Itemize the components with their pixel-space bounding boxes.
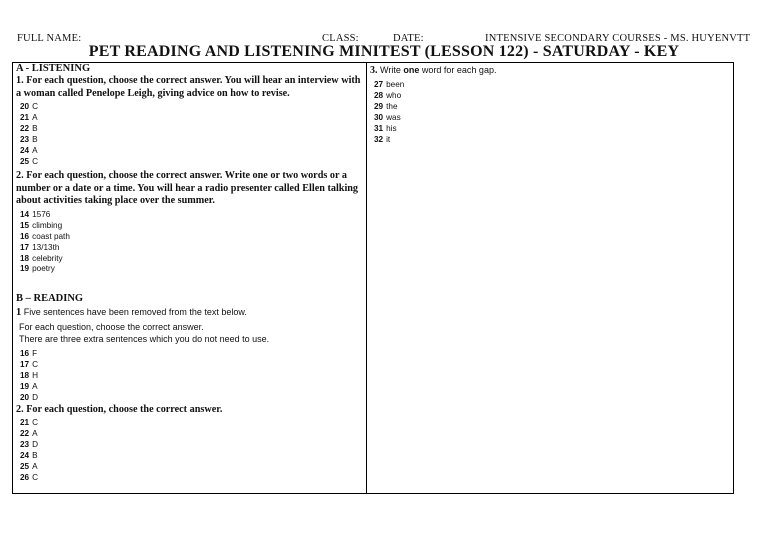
answer-number: 17: [20, 360, 30, 370]
answer-item: [20, 382, 362, 393]
answer-item: [374, 91, 730, 102]
answer-number: 22: [20, 429, 30, 439]
reading-part3-pre: Write: [380, 65, 401, 75]
listening-part1-instruction: 1. For each question, choose the correct answer. You will hear an interview with a woman called Penelope Leigh, giving advice on how to revise.: [16, 75, 361, 99]
answer-number: 24: [20, 145, 30, 155]
listening-heading: A - LISTENING: [16, 63, 91, 74]
answer-number: 21: [20, 418, 30, 428]
answer-item: [374, 113, 730, 124]
answer-value: F: [32, 349, 38, 359]
reading-part1-line1: [16, 306, 362, 319]
listening-part1-answers: [20, 102, 362, 167]
answer-value: A: [32, 382, 38, 392]
answer-value: A: [32, 112, 38, 122]
answer-item: [20, 232, 362, 243]
answer-value: C: [32, 472, 39, 482]
answer-number: 29: [374, 101, 384, 111]
answer-number: 16: [20, 349, 30, 359]
answer-number: 23: [20, 134, 30, 144]
listening-part2-instruction: 2. For each question, choose the correct answer. Write one or two words or a number or a date or a time. You will hear a radio presenter called Ellen talking about activities taking place over the summer.: [16, 170, 359, 207]
answer-value: it: [386, 134, 391, 144]
answer-number: 25: [20, 462, 30, 472]
answer-value: H: [32, 371, 39, 381]
answer-number: 19: [20, 382, 30, 392]
answer-value: A: [32, 145, 38, 155]
answer-item: [20, 264, 362, 275]
answer-number: 19: [20, 264, 30, 274]
answer-item: [20, 254, 362, 265]
answer-item: [20, 157, 362, 168]
answer-item: [20, 418, 362, 429]
answer-value: poetry: [32, 264, 55, 274]
answer-value: was: [386, 112, 401, 122]
answer-item: [20, 135, 362, 146]
answer-number: 14: [20, 209, 30, 219]
reading-part3-bold: one: [403, 65, 420, 75]
answer-number: 27: [374, 80, 384, 89]
answer-item: [374, 80, 730, 91]
answer-number: 18: [20, 253, 30, 263]
answer-number: 30: [374, 112, 384, 122]
answer-item: [20, 393, 362, 404]
answer-value: celebrity: [32, 253, 63, 263]
answer-item: [20, 371, 362, 382]
answer-item: [20, 473, 362, 484]
answer-value: A: [32, 429, 38, 439]
answer-value: B: [32, 451, 38, 461]
reading-part1-number: 1: [16, 307, 22, 319]
answer-item: [20, 429, 362, 440]
answer-number: 16: [20, 231, 30, 241]
answer-item: [20, 360, 362, 371]
reading-part1-line3: There are three extra sentences which you do not need to use.: [19, 334, 270, 345]
reading-part3-post: word for each gap.: [421, 65, 497, 75]
answer-item: [374, 124, 730, 135]
answer-item: [374, 102, 730, 113]
reading-part1-line2: For each question, choose the correct answer.: [19, 322, 204, 333]
answer-value: C: [32, 102, 39, 111]
page-title: PET READING AND LISTENING MINITEST (LESSON 122) - SATURDAY - KEY: [88, 43, 680, 60]
answer-number: 26: [20, 472, 30, 482]
answer-item: [20, 462, 362, 473]
reading-part2-instruction: 2. For each question, choose the correct answer.: [16, 403, 223, 415]
answer-value: his: [386, 123, 397, 133]
answer-number: 31: [374, 123, 384, 133]
reading-part1-text1: Five sentences have been removed from the text below.: [23, 307, 247, 318]
reading-part2-answers: [20, 418, 362, 483]
answer-value: coast path: [32, 231, 70, 241]
listening-part2-answers: [20, 210, 362, 275]
answer-value: D: [32, 440, 39, 450]
answer-item: [20, 113, 362, 124]
reading-part3-number: 3.: [370, 65, 378, 76]
class-label: CLASS:: [322, 33, 359, 44]
answer-value: D: [32, 393, 39, 402]
answer-item: [20, 102, 362, 113]
answer-value: 1576: [32, 209, 51, 219]
column-divider: [366, 62, 367, 494]
answer-number: 18: [20, 371, 30, 381]
answer-number: 25: [20, 156, 30, 166]
answer-number: 32: [374, 134, 384, 144]
answer-value: climbing: [32, 220, 63, 230]
answer-value: C: [32, 360, 39, 370]
answer-number: 22: [20, 123, 30, 133]
date-label: DATE:: [393, 33, 424, 44]
answer-value: been: [386, 80, 405, 89]
answer-item: [20, 210, 362, 221]
answer-value: C: [32, 418, 39, 428]
answer-number: 21: [20, 112, 30, 122]
reading-heading: B – READING: [16, 293, 84, 305]
answer-item: [20, 243, 362, 254]
answer-value: B: [32, 123, 38, 133]
reading-part3-answers: [374, 80, 730, 145]
answer-item: [374, 135, 730, 146]
answer-item: [20, 440, 362, 451]
answer-number: 24: [20, 451, 30, 461]
answer-value: the: [386, 101, 398, 111]
right-column: [370, 64, 730, 145]
answer-number: 15: [20, 220, 30, 230]
reading-part3-instruction: [370, 64, 730, 77]
answer-value: 13/13th: [32, 242, 60, 252]
answer-value: B: [32, 134, 38, 144]
answer-value: C: [32, 156, 39, 166]
answer-number: 17: [20, 242, 30, 252]
answer-item: [20, 349, 362, 360]
answer-item: [20, 451, 362, 462]
answer-value: A: [32, 462, 38, 472]
answer-number: 23: [20, 440, 30, 450]
answer-value: who: [386, 90, 402, 100]
answer-item: [20, 221, 362, 232]
course-label: INTENSIVE SECONDARY COURSES - MS. HUYENVTT: [485, 33, 751, 44]
answer-number: 20: [20, 393, 30, 402]
answer-number: 28: [374, 90, 384, 100]
full-name-label: FULL NAME:: [17, 33, 82, 44]
left-column: [16, 63, 362, 484]
answer-item: [20, 146, 362, 157]
answer-item: [20, 124, 362, 135]
reading-part1-answers: [20, 349, 362, 404]
answer-number: 20: [20, 102, 30, 111]
